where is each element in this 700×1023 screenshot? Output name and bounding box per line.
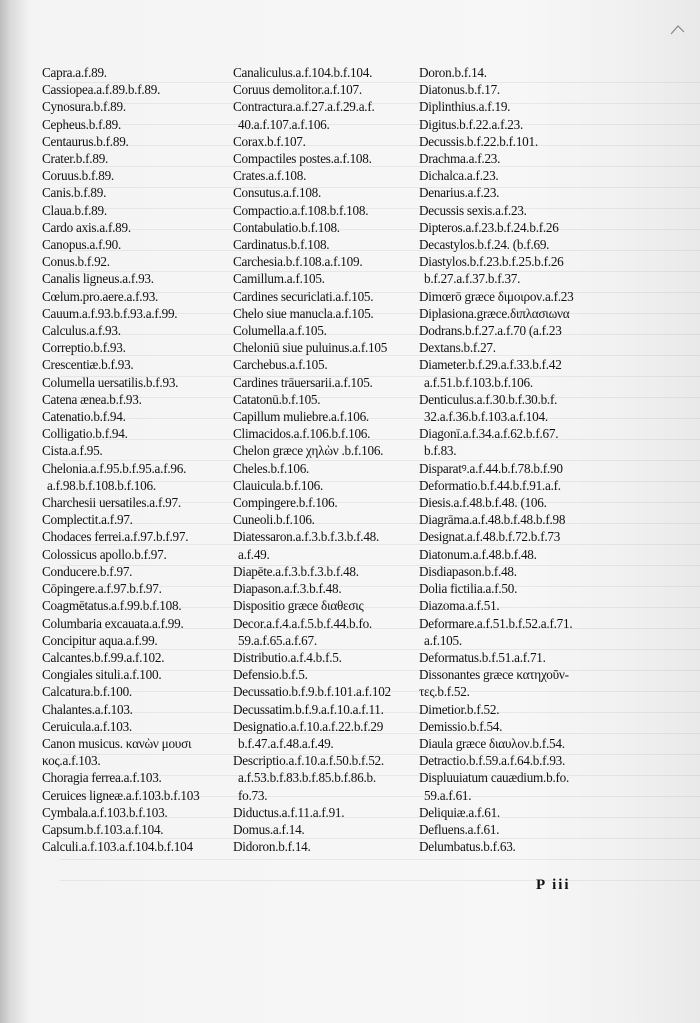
index-entry: Dodrans.b.f.27.a.f.70 (a.f.23 [419,323,562,339]
index-entry: Conducere.b.f.97. [42,563,133,579]
index-entry: Compingere.b.f.106. [233,495,338,511]
index-entry: Clauicula.b.f.106. [233,477,323,493]
index-entry: Diazoma.a.f.51. [419,598,500,614]
index-entry: Dissonantes græce κατηχοῦν- [419,667,569,683]
index-entry: Cœlum.pro.aere.a.f.93. [42,288,159,304]
index-entry: κος.a.f.103. [42,753,101,769]
index-entry: Defluens.a.f.61. [419,821,500,837]
index-entry: a.f.105. [424,632,462,648]
index-entry: Cardo axis.a.f.89. [42,219,131,235]
index-entry: Charchesii uersatiles.a.f.97. [42,495,181,511]
index-entry: Deformatus.b.f.51.a.f.71. [419,649,546,665]
index-entry: a.f.51.b.f.103.b.f.106. [424,374,533,390]
index-entry: Diatonus.b.f.17. [419,82,500,98]
index-entry: Diplasiona.græce.διπλασιωνα [419,305,570,321]
index-entry: Canon musicus. κανὼν μουσι [42,735,192,751]
index-entry: Cepheus.b.f.89. [42,116,122,132]
index-entry: Descriptio.a.f.10.a.f.50.b.f.52. [233,753,384,769]
index-entry: Claua.b.f.89. [42,202,107,218]
index-entry: Choragia ferrea.a.f.103. [42,770,162,786]
index-entry: Carchebus.a.f.105. [233,357,328,373]
index-entry: Canaliculus.a.f.104.b.f.104. [233,65,373,80]
index-entry: Digitus.b.f.22.a.f.23. [419,116,524,132]
index-entry: Cassiopea.a.f.89.b.f.89. [42,82,161,98]
index-entry: Dolia fictilia.a.f.50. [419,581,518,597]
index-entry: Cista.a.f.95. [42,443,103,459]
index-entry: Diductus.a.f.11.a.f.91. [233,804,345,820]
index-entry: Cuneoli.b.f.106. [233,512,315,528]
index-entry: Detractio.b.f.59.a.f.64.b.f.93. [419,753,566,769]
index-entry: Ceruicula.a.f.103. [42,718,132,734]
index-entry: Diapēte.a.f.3.b.f.3.b.f.48. [233,563,359,579]
index-entry: Decor.a.f.4.a.f.5.b.f.44.b.fo. [233,615,372,631]
index-entry: Camillum.a.f.105. [233,271,325,287]
index-entry: Cardines trāuersarii.a.f.105. [233,374,373,390]
index-entry: Colligatio.b.f.94. [42,426,128,442]
index-entry: Disparatꝰ.a.f.44.b.f.78.b.f.90 [419,460,563,476]
index-entry: Canopus.a.f.90. [42,237,122,253]
index-entry: Deformatio.b.f.44.b.f.91.a.f. [419,477,561,493]
index-entry: Didoron.b.f.14. [233,839,311,855]
index-entry: Denarius.a.f.23. [419,185,500,201]
index-entry: Crater.b.f.89. [42,151,109,167]
index-entry: Capra.a.f.89. [42,65,107,80]
index-entry: a.f.49. [238,546,270,562]
index-entry: Capillum muliebre.a.f.106. [233,409,369,425]
index-entry: Designatio.a.f.10.a.f.22.b.f.29 [233,718,384,734]
index-entry: Centaurus.b.f.89. [42,133,129,149]
index-entry: Chodaces ferrei.a.f.97.b.f.97. [42,529,189,545]
index-entry: Cauum.a.f.93.b.f.93.a.f.99. [42,305,178,321]
index-entry: Deformare.a.f.51.b.f.52.a.f.71. [419,615,573,631]
index-entry: Contractura.a.f.27.a.f.29.a.f. [233,99,375,115]
index-entry: Diagrāma.a.f.48.b.f.48.b.f.98 [419,512,566,528]
index-entry: Demissio.b.f.54. [419,718,503,734]
index-entry: Congiales situli.a.f.100. [42,667,162,683]
index-entry: Calcatura.b.f.100. [42,684,132,700]
index-entry: Cynosura.b.f.89. [42,99,126,115]
index-entry: Compactio.a.f.108.b.f.108. [233,202,369,218]
index-entry: Capsum.b.f.103.a.f.104. [42,821,164,837]
index-entry: b.f.27.a.f.37.b.f.37. [424,271,521,287]
index-entry: Decussis sexis.a.f.23. [419,202,527,218]
index-entry: Doron.b.f.14. [419,65,487,80]
index-entry: fo.73. [238,787,268,803]
index-entry: Diatonum.a.f.48.b.f.48. [419,546,537,562]
index-entry: Catenatio.b.f.94. [42,409,126,425]
index-entry: Diapason.a.f.3.b.f.48. [233,581,342,597]
index-entry: Columella.a.f.105. [233,323,327,339]
index-entry: Canis.b.f.89. [42,185,107,201]
index-entry: Ceruices ligneæ.a.f.103.b.f.103 [42,787,200,803]
index-entry: Coruus.b.f.89. [42,168,114,184]
index-entry: Diaula græce διαυλον.b.f.54. [419,735,565,751]
index-entry: 59.a.f.61. [424,787,472,803]
index-entry: Decastylos.b.f.24. (b.f.69. [419,237,550,253]
index-entry: Drachma.a.f.23. [419,151,501,167]
index-entry: Dimœrō græce διμοιρον.a.f.23 [419,288,574,304]
signature-mark: P iii [536,877,571,893]
index-entry: Distributio.a.f.4.b.f.5. [233,649,342,665]
index-entry: Displuuiatum cauædium.b.fo. [419,770,570,786]
index-entry: Dimetior.b.f.52. [419,701,500,717]
index-column-3 [419,64,604,855]
index-entry: Correptio.b.f.93. [42,340,126,356]
index-entry: Climacidos.a.f.106.b.f.106. [233,426,371,442]
index-entry: Cheloniū siue puluinus.a.f.105 [233,340,388,356]
index-entry: 59.a.f.65.a.f.67. [238,632,317,648]
index-column-2 [233,64,413,855]
index-entry: Corax.b.f.107. [233,133,306,149]
index-entry: Dichalca.a.f.23. [419,168,499,184]
index-entry: a.f.53.b.f.83.b.f.85.b.f.86.b. [238,770,376,786]
index-entry: Delumbatus.b.f.63. [419,839,516,855]
index-entry: Catena ænea.b.f.93. [42,391,142,407]
index-entry: Cymbala.a.f.103.b.f.103. [42,804,168,820]
index-entry: τες.b.f.52. [419,684,470,700]
index-entry: Decussatim.b.f.9.a.f.10.a.f.11. [233,701,384,717]
index-entry: Denticulus.a.f.30.b.f.30.b.f. [419,391,558,407]
index-entry: Designat.a.f.48.b.f.72.b.f.73 [419,529,561,545]
index-entry: Domus.a.f.14. [233,821,305,837]
corner-mark-icon [668,20,688,40]
index-entry: Conus.b.f.92. [42,254,110,270]
index-entry: Diagonī.a.f.34.a.f.62.b.f.67. [419,426,559,442]
index-entry: Catatonū.b.f.105. [233,391,321,407]
index-entry: Canalis ligneus.a.f.93. [42,271,154,287]
index-entry: b.f.47.a.f.48.a.f.49. [238,735,334,751]
index-entry: Cōpingere.a.f.97.b.f.97. [42,581,162,597]
index-entry: Calculi.a.f.103.a.f.104.b.f.104 [42,839,193,855]
index-entry: Chelo siue manucla.a.f.105. [233,305,374,321]
index-entry: Coruus demolitor.a.f.107. [233,82,362,98]
index-entry: Disdiapason.b.f.48. [419,563,517,579]
index-entry: Dispositio græce διαθεσις [233,598,364,614]
index-entry: Cheles.b.f.106. [233,460,310,476]
index-entry: Deliquiæ.a.f.61. [419,804,500,820]
index-entry: Colossicus apollo.b.f.97. [42,546,167,562]
index-entry: Chelonia.a.f.95.b.f.95.a.f.96. [42,460,187,476]
index-entry: Columella uersatilis.b.f.93. [42,374,179,390]
index-entry: Dextans.b.f.27. [419,340,496,356]
index-entry: Coagmētatus.a.f.99.b.f.108. [42,598,182,614]
index-entry: 32.a.f.36.b.f.103.a.f.104. [424,409,548,425]
index-entry: Crescentiæ.b.f.93. [42,357,134,373]
index-entry: Calcantes.b.f.99.a.f.102. [42,649,165,665]
index-entry: Carchesia.b.f.108.a.f.109. [233,254,363,270]
index-entry: Diesis.a.f.48.b.f.48. (106. [419,495,547,511]
index-entry: Dipteros.a.f.23.b.f.24.b.f.26 [419,219,559,235]
index-entry: Complectit.a.f.97. [42,512,133,528]
index-entry: 40.a.f.107.a.f.106. [238,116,330,132]
index-entry: b.f.83. [424,443,457,459]
index-entry: Calculus.a.f.93. [42,323,121,339]
index-entry: Concipitur aqua.a.f.99. [42,632,158,648]
index-entry: Chalantes.a.f.103. [42,701,133,717]
index-entry: Consutus.a.f.108. [233,185,322,201]
index-entry: Defensio.b.f.5. [233,667,308,683]
index-entry: Compactiles postes.a.f.108. [233,151,372,167]
index-entry: Diatessaron.a.f.3.b.f.3.b.f.48. [233,529,380,545]
index-entry: a.f.98.b.f.108.b.f.106. [47,477,156,493]
index-entry: Cardines securiclati.a.f.105. [233,288,374,304]
index-entry: Diastylos.b.f.23.b.f.25.b.f.26 [419,254,564,270]
index-entry: Chelon græce χηλὼν .b.f.106. [233,443,384,459]
index-entry: Decussis.b.f.22.b.f.101. [419,133,538,149]
index-entry: Crates.a.f.108. [233,168,307,184]
index-entry: Diameter.b.f.29.a.f.33.b.f.42 [419,357,562,373]
index-entry: Cardinatus.b.f.108. [233,237,330,253]
index-entry: Decussatio.b.f.9.b.f.101.a.f.102 [233,684,391,700]
index-column-1 [42,64,230,855]
index-entry: Diplinthius.a.f.19. [419,99,511,115]
index-entry: Columbaria excauata.a.f.99. [42,615,184,631]
index-entry: Contabulatio.b.f.108. [233,219,340,235]
